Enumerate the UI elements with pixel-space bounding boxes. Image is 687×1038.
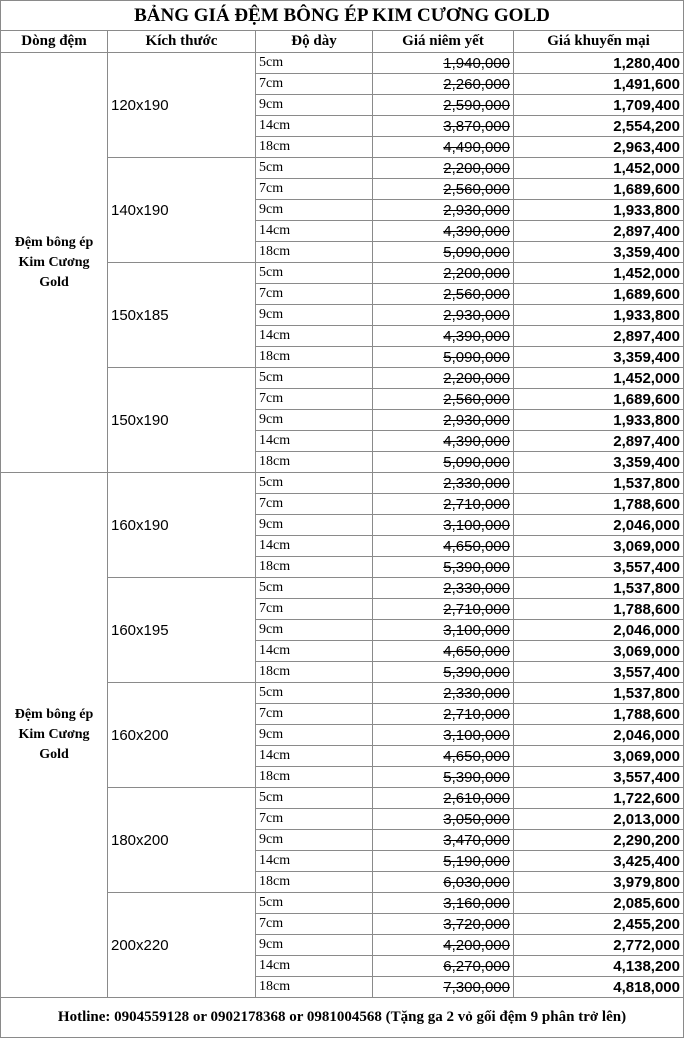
promo-price-cell: 1,537,800 [514, 578, 684, 599]
thickness-cell: 14cm [256, 326, 373, 347]
promo-price-cell: 1,689,600 [514, 389, 684, 410]
promo-price-cell: 1,452,000 [514, 368, 684, 389]
list-price-cell: 2,200,000 [373, 158, 514, 179]
thickness-cell: 9cm [256, 305, 373, 326]
thickness-cell: 5cm [256, 368, 373, 389]
thickness-cell: 7cm [256, 494, 373, 515]
promo-price-cell: 1,452,000 [514, 263, 684, 284]
list-price-cell: 4,390,000 [373, 431, 514, 452]
thickness-cell: 14cm [256, 221, 373, 242]
promo-price-cell: 2,554,200 [514, 116, 684, 137]
promo-price-cell: 1,788,600 [514, 494, 684, 515]
thickness-cell: 5cm [256, 683, 373, 704]
promo-price-cell: 2,897,400 [514, 431, 684, 452]
list-price-cell: 2,330,000 [373, 473, 514, 494]
list-price-cell: 5,090,000 [373, 242, 514, 263]
list-price-cell: 2,590,000 [373, 95, 514, 116]
promo-price-cell: 1,933,800 [514, 305, 684, 326]
thickness-cell: 18cm [256, 137, 373, 158]
promo-price-cell: 3,359,400 [514, 347, 684, 368]
promo-price-cell: 1,709,400 [514, 95, 684, 116]
header-thickness: Độ dày [256, 31, 373, 53]
thickness-cell: 18cm [256, 242, 373, 263]
thickness-cell: 7cm [256, 389, 373, 410]
size-cell: 150x185 [108, 263, 256, 368]
thickness-cell: 9cm [256, 95, 373, 116]
list-price-cell: 5,090,000 [373, 347, 514, 368]
promo-price-cell: 2,963,400 [514, 137, 684, 158]
size-cell: 160x195 [108, 578, 256, 683]
table-row [1, 473, 684, 494]
promo-price-cell: 2,046,000 [514, 515, 684, 536]
list-price-cell: 7,300,000 [373, 977, 514, 998]
promo-price-cell: 2,897,400 [514, 326, 684, 347]
promo-price-cell: 1,452,000 [514, 158, 684, 179]
thickness-cell: 5cm [256, 788, 373, 809]
size-cell: 160x200 [108, 683, 256, 788]
thickness-cell: 14cm [256, 536, 373, 557]
promo-price-cell: 3,069,000 [514, 536, 684, 557]
hotline-footer: Hotline: 0904559128 or 0902178368 or 0981004568 (Tặng ga 2 vỏ gối đệm 9 phân trở lên) [1, 998, 684, 1038]
list-price-cell: 2,710,000 [373, 494, 514, 515]
product-line-cell: Đệm bông ép Kim Cương Gold [1, 473, 108, 998]
thickness-cell: 9cm [256, 725, 373, 746]
list-price-cell: 4,650,000 [373, 536, 514, 557]
size-cell: 150x190 [108, 368, 256, 473]
list-price-cell: 4,490,000 [373, 137, 514, 158]
thickness-cell: 9cm [256, 620, 373, 641]
promo-price-cell: 3,979,800 [514, 872, 684, 893]
thickness-cell: 18cm [256, 767, 373, 788]
promo-price-cell: 1,933,800 [514, 410, 684, 431]
promo-price-cell: 2,290,200 [514, 830, 684, 851]
list-price-cell: 3,050,000 [373, 809, 514, 830]
list-price-cell: 2,330,000 [373, 578, 514, 599]
promo-price-cell: 3,359,400 [514, 242, 684, 263]
thickness-cell: 5cm [256, 158, 373, 179]
promo-price-cell: 1,722,600 [514, 788, 684, 809]
size-cell: 200x220 [108, 893, 256, 998]
promo-price-cell: 1,933,800 [514, 200, 684, 221]
thickness-cell: 14cm [256, 746, 373, 767]
promo-price-cell: 3,557,400 [514, 557, 684, 578]
list-price-cell: 3,870,000 [373, 116, 514, 137]
thickness-cell: 7cm [256, 179, 373, 200]
promo-price-cell: 2,897,400 [514, 221, 684, 242]
thickness-cell: 9cm [256, 410, 373, 431]
header-promo-price: Giá khuyến mại [514, 31, 684, 53]
list-price-cell: 2,610,000 [373, 788, 514, 809]
promo-price-cell: 2,046,000 [514, 620, 684, 641]
thickness-cell: 14cm [256, 116, 373, 137]
promo-price-cell: 3,557,400 [514, 662, 684, 683]
header-list-price: Giá niêm yết [373, 31, 514, 53]
size-cell: 180x200 [108, 788, 256, 893]
list-price-cell: 5,190,000 [373, 851, 514, 872]
promo-price-cell: 4,138,200 [514, 956, 684, 977]
promo-price-cell: 4,818,000 [514, 977, 684, 998]
list-price-cell: 2,930,000 [373, 305, 514, 326]
thickness-cell: 9cm [256, 830, 373, 851]
thickness-cell: 14cm [256, 641, 373, 662]
list-price-cell: 6,270,000 [373, 956, 514, 977]
list-price-cell: 3,100,000 [373, 620, 514, 641]
list-price-cell: 3,160,000 [373, 893, 514, 914]
list-price-cell: 5,390,000 [373, 767, 514, 788]
promo-price-cell: 3,557,400 [514, 767, 684, 788]
promo-price-cell: 1,788,600 [514, 704, 684, 725]
thickness-cell: 9cm [256, 200, 373, 221]
promo-price-cell: 1,537,800 [514, 473, 684, 494]
list-price-cell: 4,200,000 [373, 935, 514, 956]
thickness-cell: 7cm [256, 809, 373, 830]
thickness-cell: 14cm [256, 851, 373, 872]
promo-price-cell: 1,491,600 [514, 74, 684, 95]
promo-price-cell: 1,280,400 [514, 53, 684, 74]
thickness-cell: 5cm [256, 578, 373, 599]
size-cell: 160x190 [108, 473, 256, 578]
list-price-cell: 2,560,000 [373, 179, 514, 200]
list-price-cell: 2,710,000 [373, 704, 514, 725]
list-price-cell: 1,940,000 [373, 53, 514, 74]
list-price-cell: 5,390,000 [373, 662, 514, 683]
list-price-cell: 3,100,000 [373, 515, 514, 536]
promo-price-cell: 2,772,000 [514, 935, 684, 956]
promo-price-cell: 3,425,400 [514, 851, 684, 872]
list-price-cell: 2,260,000 [373, 74, 514, 95]
table-row [1, 53, 684, 74]
thickness-cell: 14cm [256, 956, 373, 977]
promo-price-cell: 2,046,000 [514, 725, 684, 746]
promo-price-cell: 1,689,600 [514, 179, 684, 200]
list-price-cell: 2,930,000 [373, 410, 514, 431]
thickness-cell: 7cm [256, 704, 373, 725]
list-price-cell: 2,200,000 [373, 263, 514, 284]
header-line: Dòng đệm [1, 31, 108, 53]
promo-price-cell: 2,013,000 [514, 809, 684, 830]
list-price-cell: 5,090,000 [373, 452, 514, 473]
list-price-cell: 5,390,000 [373, 557, 514, 578]
list-price-cell: 3,470,000 [373, 830, 514, 851]
thickness-cell: 5cm [256, 263, 373, 284]
promo-price-cell: 1,537,800 [514, 683, 684, 704]
list-price-cell: 4,650,000 [373, 746, 514, 767]
list-price-cell: 2,560,000 [373, 284, 514, 305]
size-cell: 120x190 [108, 53, 256, 158]
header-size: Kích thước [108, 31, 256, 53]
thickness-cell: 18cm [256, 977, 373, 998]
list-price-cell: 4,390,000 [373, 221, 514, 242]
list-price-cell: 4,390,000 [373, 326, 514, 347]
list-price-cell: 4,650,000 [373, 641, 514, 662]
list-price-cell: 3,100,000 [373, 725, 514, 746]
list-price-cell: 6,030,000 [373, 872, 514, 893]
promo-price-cell: 3,069,000 [514, 746, 684, 767]
promo-price-cell: 1,788,600 [514, 599, 684, 620]
promo-price-cell: 3,069,000 [514, 641, 684, 662]
list-price-cell: 2,930,000 [373, 200, 514, 221]
thickness-cell: 9cm [256, 515, 373, 536]
thickness-cell: 18cm [256, 452, 373, 473]
promo-price-cell: 3,359,400 [514, 452, 684, 473]
list-price-cell: 3,720,000 [373, 914, 514, 935]
thickness-cell: 7cm [256, 599, 373, 620]
thickness-cell: 9cm [256, 935, 373, 956]
thickness-cell: 7cm [256, 74, 373, 95]
promo-price-cell: 1,689,600 [514, 284, 684, 305]
thickness-cell: 18cm [256, 347, 373, 368]
promo-price-cell: 2,455,200 [514, 914, 684, 935]
thickness-cell: 18cm [256, 557, 373, 578]
thickness-cell: 5cm [256, 473, 373, 494]
list-price-cell: 2,560,000 [373, 389, 514, 410]
thickness-cell: 5cm [256, 53, 373, 74]
thickness-cell: 7cm [256, 284, 373, 305]
thickness-cell: 18cm [256, 662, 373, 683]
size-cell: 140x190 [108, 158, 256, 263]
table-title: BẢNG GIÁ ĐỆM BÔNG ÉP KIM CƯƠNG GOLD [1, 1, 684, 31]
thickness-cell: 18cm [256, 872, 373, 893]
product-line-cell: Đệm bông ép Kim Cương Gold [1, 53, 108, 473]
list-price-cell: 2,710,000 [373, 599, 514, 620]
thickness-cell: 5cm [256, 893, 373, 914]
list-price-cell: 2,330,000 [373, 683, 514, 704]
list-price-cell: 2,200,000 [373, 368, 514, 389]
promo-price-cell: 2,085,600 [514, 893, 684, 914]
thickness-cell: 7cm [256, 914, 373, 935]
thickness-cell: 14cm [256, 431, 373, 452]
